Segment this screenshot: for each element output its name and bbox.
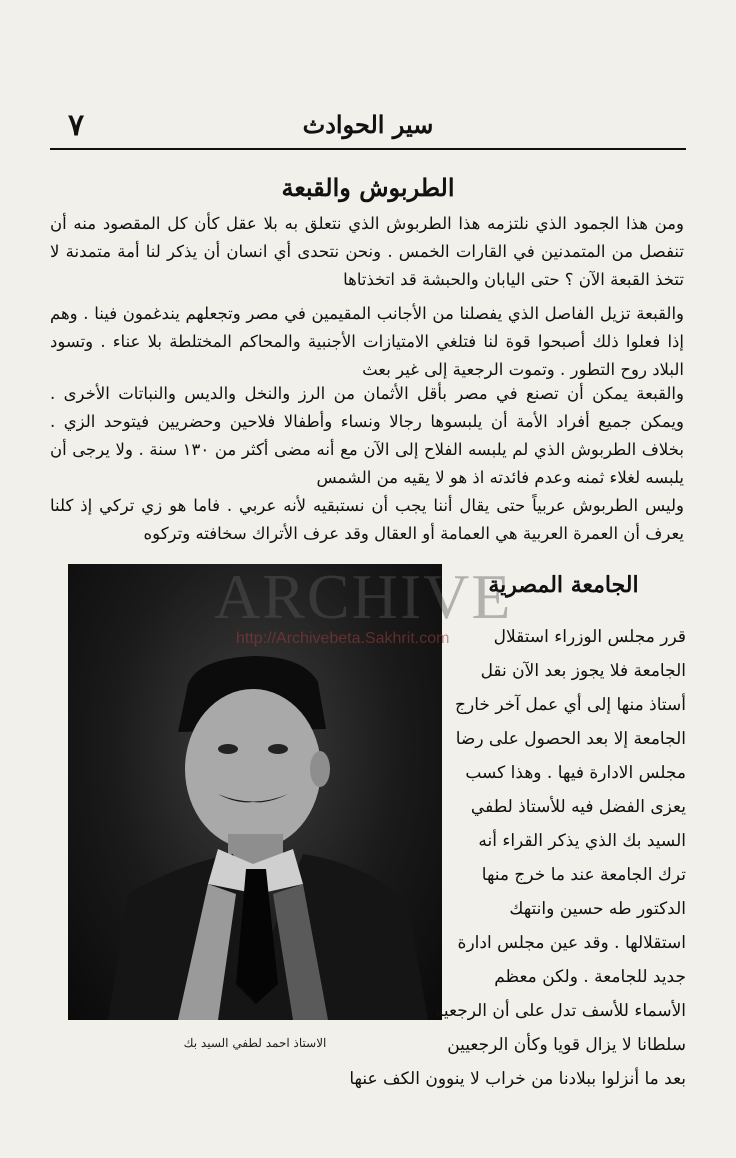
column-line: سلطانا لا يزال قويا وكأن الرجعيين (447, 1035, 686, 1055)
column-line: ترك الجامعة عند ما خرج منها (481, 865, 686, 885)
watermark-url: http://Archivebeta.Sakhrit.com (236, 630, 450, 647)
article-paragraph: ومن هذا الجمود الذي نلتزمه هذا الطربوش الذي نتعلق به بلا عقل كأن كل المقصود منه أن تنفصل من المتمدنين في القارات الخمس . ونحن نتحدى أي انسان أن يذكر لنا أمة متمدنة لا تتخذ القبعة الآن ؟ حتى اليابان والحبشة قد اتخذتاها (50, 214, 684, 289)
section-heading-fez-and-hat: الطربوش والقبعة (281, 173, 455, 202)
section-heading-egyptian-university: الجامعة المصرية (488, 572, 639, 598)
column-line: قرر مجلس الوزراء استقلال (493, 627, 686, 647)
column-line: السيد بك الذي يذكر القراء أنه (478, 831, 686, 851)
article-paragraph: والقبعة تزيل الفاصل الذي يفصلنا من الأجانب المقيمين في مصر وتجعلهم يندغمون فينا . وهم إذا فعلوا ذلك أصبحوا قوة لنا فتلغي الامتيازات الأجنبية والمحاكم المختلطة بلا عناء . وتسود البلاد روح التطور . وتموت الرجعية إلى غير بعث (50, 304, 684, 379)
column-line: يعزى الفضل فيه للأستاذ لطفي (470, 797, 686, 817)
column-line: الدكتور طه حسين وانتهك (509, 899, 686, 919)
article-last-line: بعد ما أنزلوا ببلادنا من خراب لا ينوون الكف عنها (349, 1069, 686, 1089)
column-line: الجامعة إلا بعد الحصول على رضا (455, 729, 686, 749)
column-line: مجلس الادارة فيها . وهذا كسب (465, 763, 686, 783)
article-paragraph: والقبعة يمكن أن تصنع في مصر بأقل الأثمان من الرز والنخل والديس والنباتات الأخرى . ويمكن جميع أفراد الأمة أن يلبسوها رجالا ونساء وأطفالا فلاحين وحضريين فيتوحد الزي . بخلاف الطربوش الذي لم يلبسه الفلاح إلى الآن مع أنه مضى أكثر من ١٣٠ سنة . ولا يرجى أن يلبسه لغلاء ثمنه وعدم فائدته اذ هو لا يقيه من الشمس (50, 384, 684, 487)
column-line: أستاذ منها إلى أي عمل آخر خارج (455, 695, 686, 715)
running-title: سير الحوادث (302, 110, 434, 139)
portrait-photo (68, 564, 442, 1020)
page-number: ٧ (68, 108, 85, 143)
portrait-illustration (68, 564, 442, 1020)
header-rule (50, 148, 686, 150)
column-line: الجامعة فلا يجوز بعد الآن نقل (480, 661, 686, 681)
column-line: استقلالها . وقد عين مجلس ادارة (457, 933, 686, 953)
photo-caption: الاستاذ احمد لطفي السيد بك (183, 1036, 327, 1050)
watermark-title: ARCHIVE (214, 561, 513, 632)
column-line: الأسماء للأسف تدل على أن الرجعية (434, 1001, 686, 1021)
article-column (434, 620, 686, 1062)
article-paragraph: وليس الطربوش عربياً حتى يقال أننا يجب أن نستبقيه لأنه عربي . فاما هو زي تركي إذ كلنا يعرف أن العمرة العربية هي العمامة أو العقال وقد عرف الأتراك سخافته وتركوه (50, 496, 684, 543)
page-header (50, 100, 686, 150)
column-line: جديد للجامعة . ولكن معظم (494, 967, 686, 987)
